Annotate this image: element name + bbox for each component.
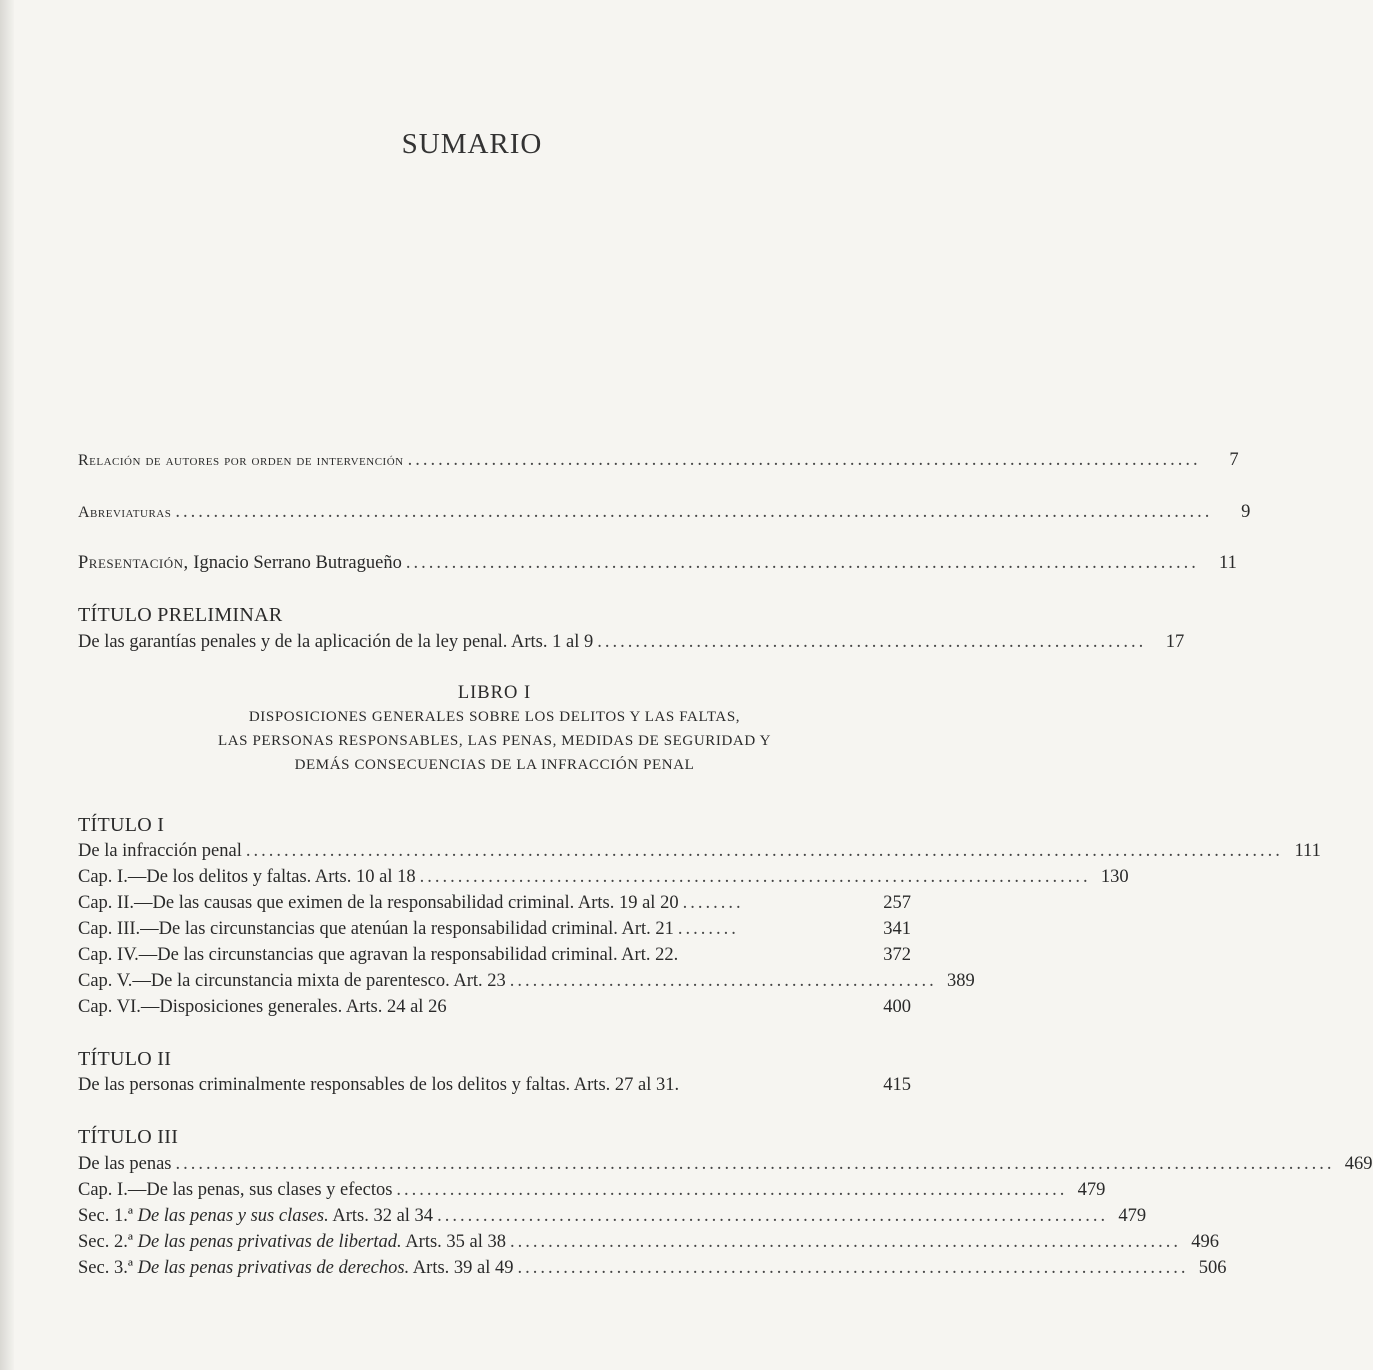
section-articles: Arts. 35 al 38 [401, 1232, 507, 1252]
entry-label: Abreviaturas [78, 504, 172, 521]
entry-label: Cap. IV.—De las circunstancias que agravan la responsabilidad criminal. Art. 22. [78, 945, 679, 965]
toc-entry[interactable] [78, 891, 911, 915]
libro-subtitle-line: LAS PERSONAS RESPONSABLES, LAS PENAS, MEDIDAS DE SEGURIDAD Y [217, 733, 772, 749]
titulo-1-heading: TÍTULO I [78, 814, 165, 836]
titulo-preliminar-heading: TÍTULO PRELIMINAR [78, 604, 283, 626]
libro-subtitle-line: DISPOSICIONES GENERALES SOBRE LOS DELITOS Y LAS FALTAS, [248, 709, 741, 725]
section-prefix: Sec. 3.ª [78, 1258, 138, 1278]
toc-entry[interactable] [78, 1178, 1106, 1202]
section-articles: Arts. 32 al 34 [328, 1206, 434, 1226]
leader-dots: ........................................................................................................................................ [175, 502, 1213, 522]
entry-label [78, 1204, 433, 1228]
toc-entry-garantias[interactable] [78, 630, 1185, 654]
page-number: 415 [883, 1075, 911, 1095]
page-number: 479 [1118, 1206, 1147, 1226]
entry-label: De las personas criminalmente responsables de los delitos y faltas. Arts. 27 al 31. [78, 1075, 680, 1095]
leader-dots: ........ [682, 893, 744, 913]
page-number: 372 [883, 945, 911, 965]
page-number: 17 [1165, 632, 1185, 652]
toc-entry-relacion[interactable] [78, 448, 1239, 472]
toc-entry[interactable] [78, 1256, 1227, 1280]
entry-label: Cap. II.—De las causas que eximen de la responsabilidad criminal. Arts. 19 al 20 [78, 893, 679, 913]
entry-label-author: Ignacio Serrano Butragueño [188, 553, 402, 573]
entry-label: De la infracción penal [78, 841, 242, 861]
toc-entry-abreviaturas[interactable] [78, 500, 1251, 524]
toc-entry[interactable] [78, 943, 911, 967]
toc-entry[interactable] [78, 865, 1129, 889]
entry-label: Cap. VI.—Disposiciones generales. Arts. 24 al 26 [78, 997, 447, 1017]
leader-dots: ........................................................ [509, 971, 937, 991]
section-prefix: Sec. 2.ª [78, 1232, 138, 1252]
leader-dots: ........................................................................................................ [407, 450, 1201, 470]
page-number: 400 [883, 997, 911, 1017]
leader-dots: ........................................................................................................ [405, 553, 1199, 573]
toc-entry[interactable] [78, 1152, 1373, 1176]
leader-dots: ........................................................................................ [510, 1232, 1182, 1252]
section-prefix: Sec. 1.ª [78, 1206, 138, 1226]
entry-label: Relación de autores por orden de intervención [78, 452, 404, 469]
leader-dots: ........................................................................ [597, 632, 1147, 652]
leader-dots: ........................................................................................................................................................ [175, 1154, 1335, 1174]
toc-entry[interactable] [78, 1204, 1147, 1228]
entry-label [78, 1256, 514, 1280]
toc-entry[interactable] [78, 969, 975, 993]
entry-label [78, 1230, 506, 1254]
leader-dots: ........................................................................................ [396, 1180, 1068, 1200]
entry-label [78, 551, 402, 575]
entry-label: Cap. III.—De las circunstancias que atenúan la responsabilidad criminal. Art. 21 [78, 919, 674, 939]
entry-label: De las penas [78, 1154, 172, 1174]
toc-entry[interactable] [78, 1073, 911, 1097]
entry-label: Cap. I.—De los delitos y faltas. Arts. 10 al 18 [78, 867, 416, 887]
section-articles: Arts. 39 al 49 [409, 1258, 514, 1278]
page-edge [0, 0, 14, 1370]
page-number: 9 [1241, 502, 1251, 522]
leader-dots: ........................................................................................................................................ [245, 841, 1283, 861]
titulo-3-heading: TÍTULO III [78, 1126, 179, 1148]
libro-heading [78, 683, 911, 781]
page-number: 11 [1219, 553, 1237, 573]
toc-entry-presentacion[interactable] [78, 551, 1237, 575]
entry-label: De las garantías penales y de la aplicación de la ley penal. Arts. 1 al 9 [78, 632, 594, 652]
leader-dots: ........................................................................................ [517, 1258, 1189, 1278]
entry-label-smallcaps: Presentación, [78, 553, 189, 573]
section-title: De las penas privativas de derechos. [137, 1258, 410, 1278]
libro-name: LIBRO I [457, 683, 532, 703]
leader-dots: ........ [677, 919, 739, 939]
entry-label: Cap. I.—De las penas, sus clases y efectos [78, 1180, 393, 1200]
entry-label: Cap. V.—De la circunstancia mixta de parentesco. Art. 23 [78, 971, 506, 991]
titulo-2-heading: TÍTULO II [78, 1048, 172, 1070]
section-title: De las penas privativas de libertad. [137, 1232, 402, 1252]
page-title: SUMARIO [401, 128, 543, 160]
toc-entry[interactable] [78, 917, 911, 941]
page-number: 496 [1191, 1232, 1220, 1252]
section-title: De las penas y sus clases. [137, 1206, 329, 1226]
page-number: 7 [1229, 450, 1239, 470]
page-number: 469 [1344, 1154, 1373, 1174]
toc-entry[interactable] [78, 1230, 1220, 1254]
page-number: 479 [1077, 1180, 1106, 1200]
leader-dots: ........................................................................................ [419, 867, 1091, 887]
page-number: 341 [883, 919, 911, 939]
page-number: 506 [1198, 1258, 1227, 1278]
toc-entry[interactable] [78, 839, 1321, 863]
page-number: 111 [1294, 841, 1321, 861]
libro-subtitle-line: DEMÁS CONSECUENCIAS DE LA INFRACCIÓN PENAL [294, 757, 695, 773]
leader-dots: ........................................................................................ [437, 1206, 1109, 1226]
page-number: 389 [947, 971, 975, 991]
toc-entry[interactable] [78, 995, 911, 1019]
page-number: 130 [1100, 867, 1129, 887]
page-number: 257 [883, 893, 911, 913]
